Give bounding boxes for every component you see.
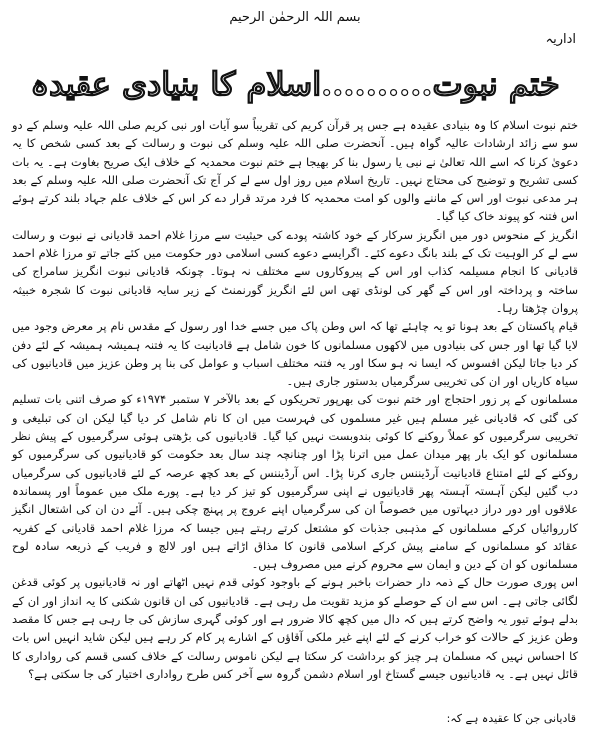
footer-line: قادیانی جن کا عقیدہ ہے کہ: xyxy=(446,712,576,725)
paragraph-4: مسلمانوں کے پر زور احتجاج اور ختم نبوت کی بھرپور تحریکوں کے بعد بالآخر ۷ ستمبر ۱۹۷۴ء کو صرف اتنی بات تسلیم کی گئی کہ قادیانی غیر مسلم ہیں غیر مسلموں کی فہرست میں ان کا نام شامل کر دیا گیا لیکن ان کی تبلیغی و تخریبی سرگرمیوں کو عملاً روکنے کا کوئی بندوبست نہیں کیا گیا۔ قادیانیوں کی بڑھتی ہوئی سرگرمیوں کے پیش نظر مسلمانوں کو ایک بار پھر میدان عمل میں اترنا پڑا اور چنانچہ چند سال بعد حکومت کو قادیانیوں کی سرگرمیوں کو روکنے کے لئے امتناع قادیانیت آرڈیننس جاری کرنا پڑا۔ اس آرڈیننس کے بعد کچھ عرصہ کے لئے قادیانیوں کی سرگرمیاں دب گئیں لیکن آہستہ آہستہ پھر قادیانیوں نے اپنی سرگرمیوں کو تیز کر دیا ہے۔ پورے ملک میں عموماً اور پسماندہ علاقوں اور دور دراز دیہاتوں میں خصوصاً ان کی سرگرمیاں اپنے عروج پر پہنچ چکی ہیں۔ آئے دن ان کی اشتعال انگیز کارروائیاں کرکے مسلمانوں کے مذہبی جذبات کو مشتعل کرتے رہتے ہیں جیسا کہ مرزا غلام احمد قادیانی کے کفریہ عقائد کو مسلمانوں کے سامنے پیش کرکے اسلامی قانون کا مذاق اڑاتے ہیں اور لالچ و فریب کے ذریعہ سادہ لوح مسلمانوں کو ان کے دین و ایمان سے محروم کرنے میں مصروف ہیں۔ xyxy=(12,392,578,572)
article-body xyxy=(12,116,578,683)
section-label-editorial: اداریہ xyxy=(545,32,576,47)
paragraph-2: انگریز کے منحوس دور میں انگریز سرکار کے خود کاشتہ پودے کی حیثیت سے مرزا غلام احمد قادیانی نے نبوت و رسالت سے لے کر الوہیت تک کے بلند بانگ دعوے کئے۔ اگرایسے دعوے کسی اسلامی دور حکومت میں کئے جاتے تو مرزا غلام احمد قادیانی کا انجام مسیلمہ کذاب اور اس کے پیروکاروں سے مختلف نہ ہوتا۔ چونکہ قادیانی نبوت انگریز سامراج کی ساختہ و پرداختہ اور اس کے گھر کی لونڈی تھی اس لئے انگریز گورنمنٹ کے زیر سایہ قادیانی نبوت کا شجرہ خبیثہ پروان چڑھتا رہا۔ xyxy=(12,227,578,315)
paragraph-3: قیام پاکستان کے بعد ہونا تو یہ چاہئے تھا کہ اس وطن پاک میں جسے خدا اور رسول کے مقدس نام پر معرض وجود میں لایا گیا تھا اور جس کی بنیادوں میں لاکھوں مسلمانوں کا خون شامل ہے قادیانیت کا یہ فتنہ ہمیشہ ہمیشہ کے لئے دفن کر دیا جاتا لیکن افسوس کہ ایسا نہ ہو سکا اور یہ فتنہ مختلف اسباب و عوامل کی بنا پر وطن عزیز میں قادیانیوں کی سیاہ کاریاں اور ان کی تخریبی سرگرمیاں بدستور جاری ہیں۔ xyxy=(12,319,578,389)
paragraph-5: اس پوری صورت حال کے ذمہ دار حضرات باخبر ہونے کے باوجود کوئی قدم نہیں اٹھاتے اور نہ قادیانیوں پر کوئی قدغن لگائی جاتی ہے۔ اس سے ان کے حوصلے کو مزید تقویت مل رہی ہے۔ قادیانیوں کی ان قانون شکنی کا یہ انداز اور ان کے بدلے ہوئے تیور یہ واضح کرتے ہیں کہ دال میں کچھ کالا ضرور ہے اور کوئی گہری سازش کی جا رہی ہے جس کا مقصد وطن عزیز کے حالات کو خراب کرنے کے لئے اپنے غیر ملکی آقاؤں کے اشارے پر کام کر رہے ہیں لیکن شاید انہیں اس بات کا احساس نہیں کہ مسلمان ہر چیز کو برداشت کر سکتا ہے لیکن ناموس رسالت کے خلاف کسی قسم کی رواداری کا قائل نہیں ہے۔ یہ قادیانیوں جیسے گستاخ اور اسلام دشمن گروہ سے آخر کس طرح رواداری اختیار کی جا سکتی ہے؟ xyxy=(12,575,578,681)
article-title: ختم نبوت..........اسلام کا بنیادی عقیدہ xyxy=(30,65,560,103)
paragraph-1: ختم نبوت اسلام کا وہ بنیادی عقیدہ ہے جس پر قرآن کریم کی تقریباً سو آیات اور نبی کریم صلی اللہ علیہ وسلم کے دو سو سے زائد ارشادات عالیہ گواہ ہیں۔ آنحضرت صلی اللہ علیہ وسلم کی نبوت و رسالت کے بعد کسی شخص کا یہ دعویٰ کرنا کہ اسے اللہ تعالیٰ نے نبی یا رسول بنا کر بھیجا ہے ختم نبوت محمدیہ کے خلاف ایک صریح بغاوت ہے۔ یہ بات کسی تشریح و توضیح کی محتاج نہیں۔ تاریخ اسلام میں روز اول سے لے کر آج تک آنحضرت صلی اللہ علیہ وسلم کے بعد ہر مدعی نبوت اور اس کے ماننے والوں کو امت محمدیہ کا فرد مرتد قرار دے کر اس کے خلاف علم جہاد بلند کرتے ہوئے اس فتنہ کو پیوند خاک کیا گیا۔ xyxy=(12,118,578,224)
bismillah-heading: بسم اللہ الرحمٰن الرحیم xyxy=(229,10,361,25)
